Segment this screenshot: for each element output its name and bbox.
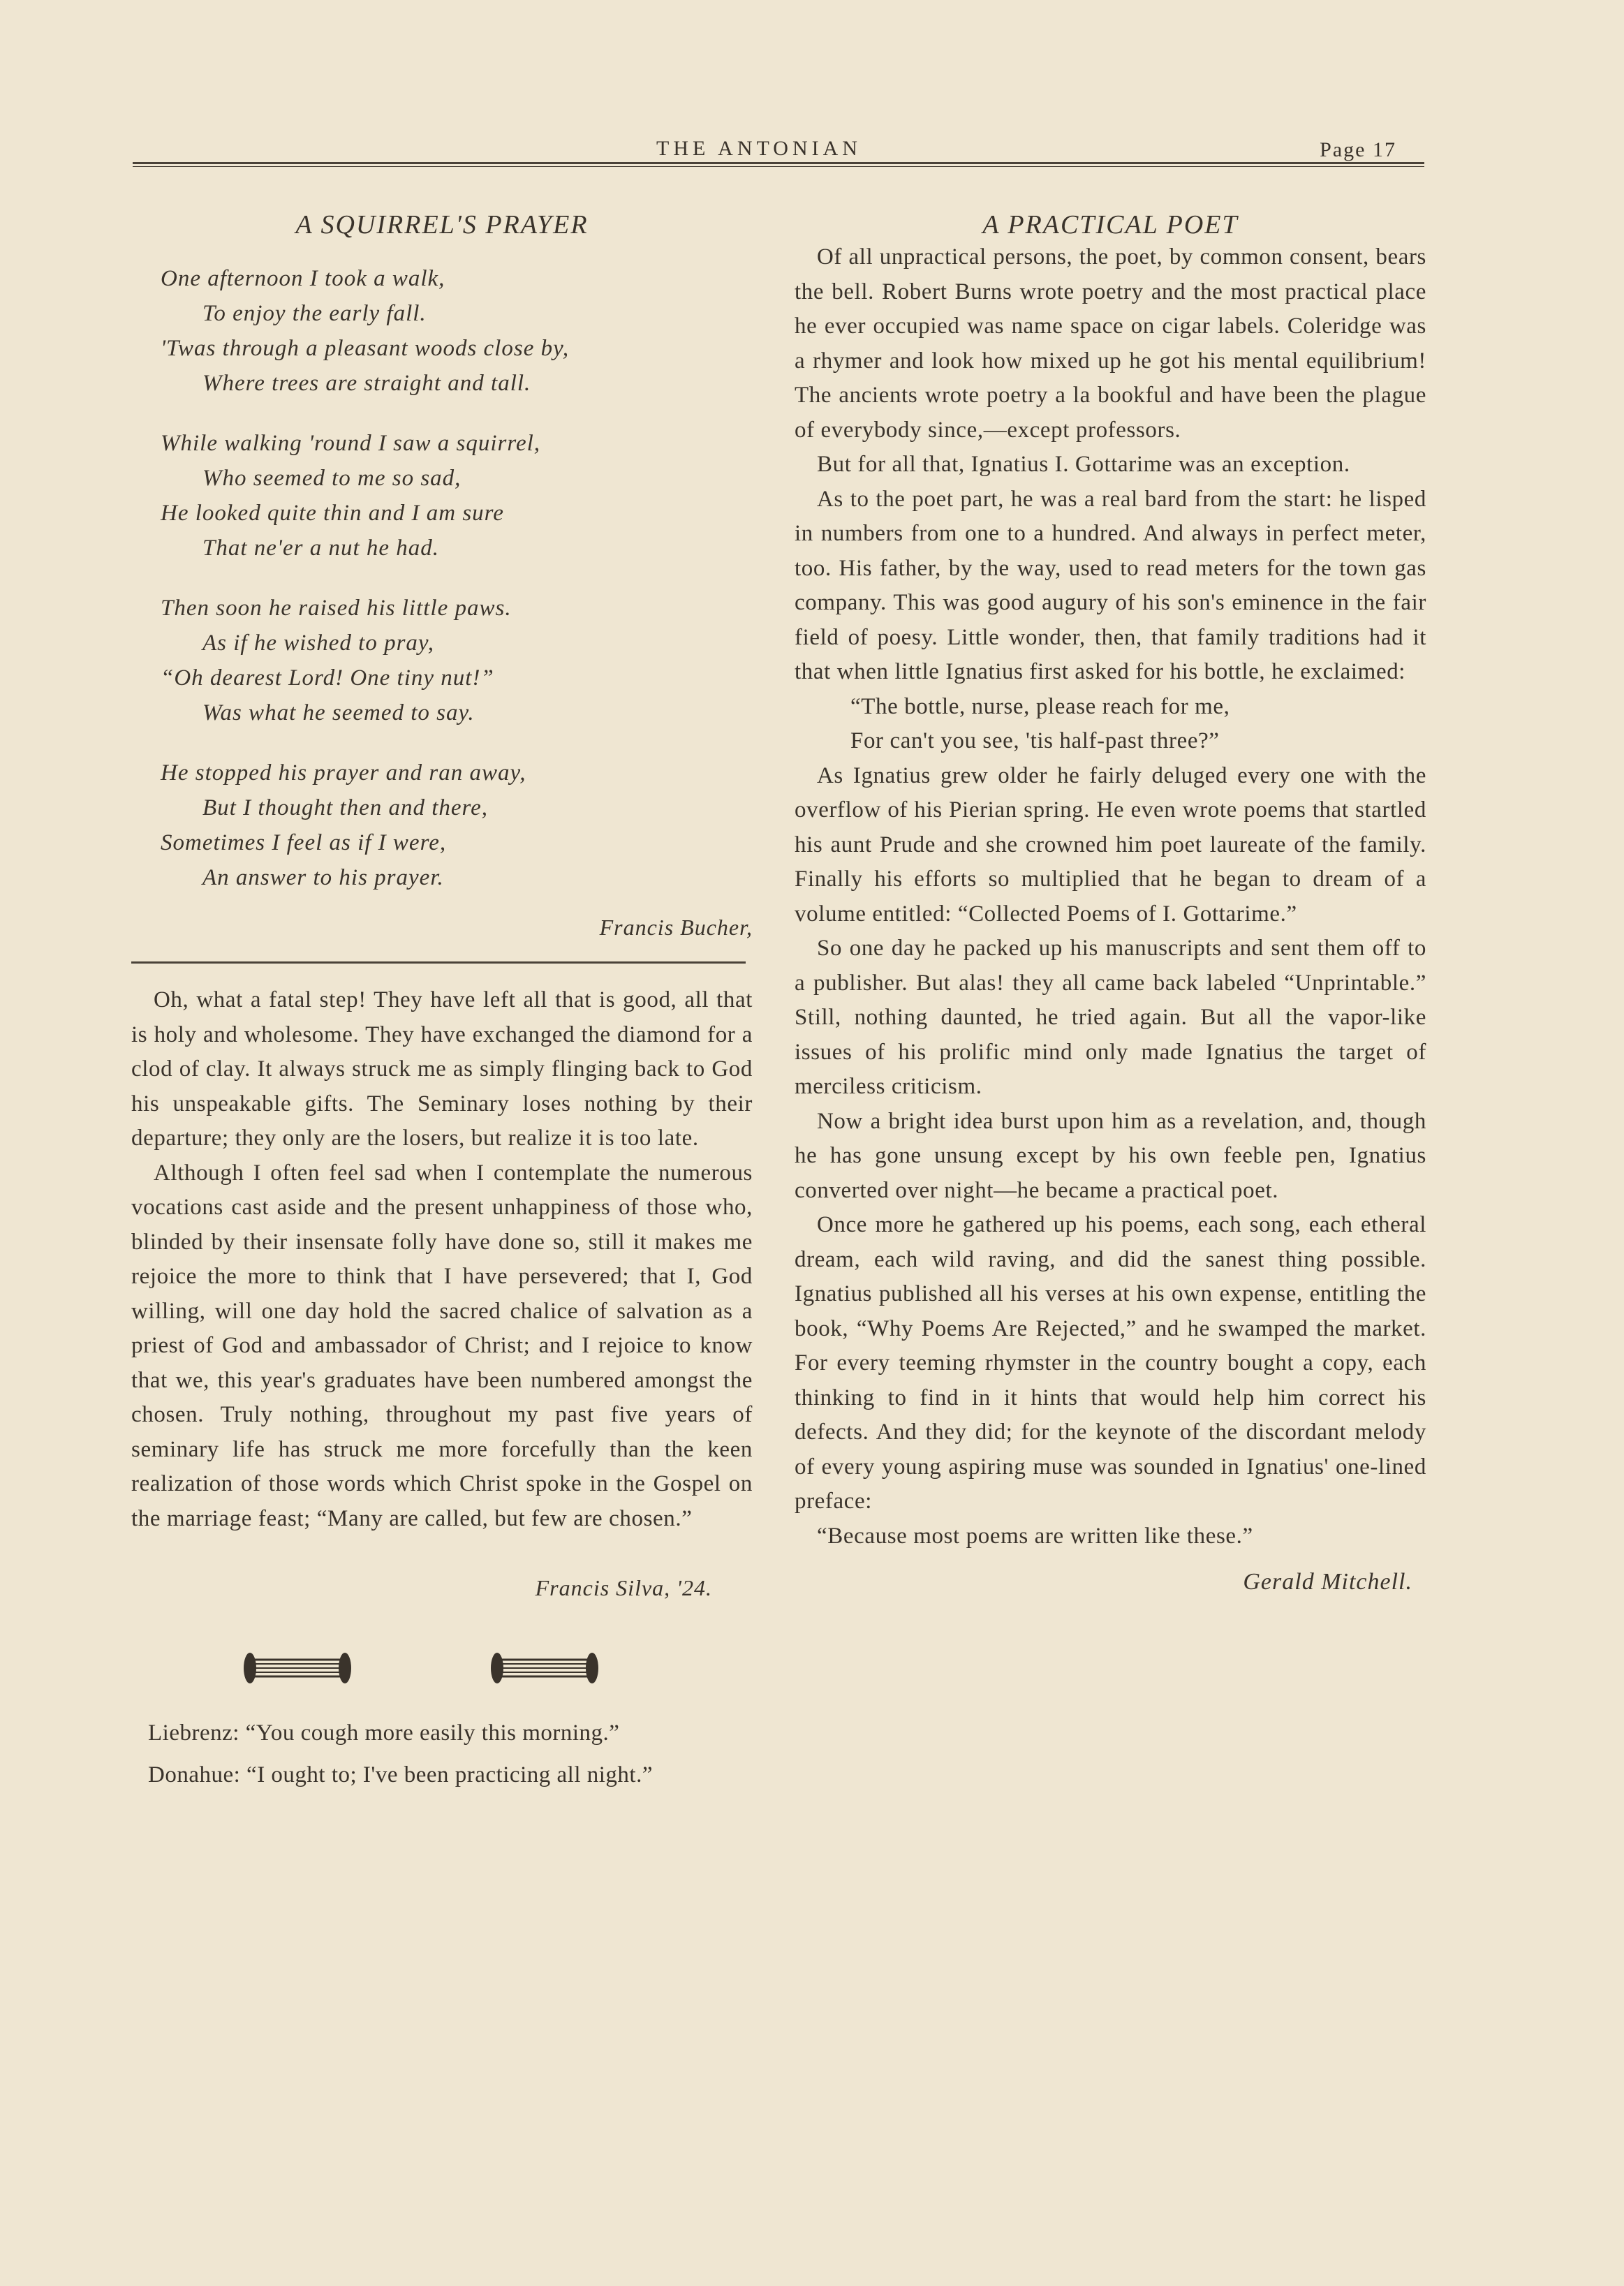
article-paragraph: As to the poet part, he was a real bard from the start: he lisped in numbers from one to a hundred. And always in perfect meter, too. His father, by the way, used to read meters for the town gas company. This was good augury of his son's eminence in the fair field of poesy. Little wonder, then, that family traditions had it that when little Ignatius first asked for his bottle, he exclaimed: [795, 486, 1426, 684]
left-column [131, 209, 753, 1792]
poem [131, 261, 753, 895]
article-paragraph: Of all unpractical persons, the poet, by common consent, bears the bell. Robert Burns wrote poetry and the most practical place he ever occupied was name space on cigar labels. Coleridge was a rhymer and look how mixed up he got his mental equilibrium! The ancients wrote poetry a la bookful and have been the plague of everybody since,—except professors. [795, 244, 1426, 443]
poem-line: To enjoy the early fall. [202, 301, 427, 326]
stanza [161, 591, 753, 730]
poem-line: Sometimes I feel as if I were, [161, 830, 447, 855]
poem-line: He looked quite thin and I am sure [161, 501, 504, 526]
section-divider [131, 961, 746, 964]
poem-line: Where trees are straight and tall. [202, 371, 531, 396]
article-paragraph: “Because most poems are written like these.” [817, 1523, 1253, 1549]
poem-line: He stopped his prayer and ran away, [161, 760, 526, 786]
article-paragraph: As Ignatius grew older he fairly deluged every one with the overflow of his Pierian spring. He even wrote poems that startled his aunt Prude and she crowned him poet laureate of the family. Finally his efforts so multiplied that he began to dream of a volume entitled: “Collected Poems of I. Gottarime.” [795, 762, 1426, 927]
scroll-ornament-icon [489, 1649, 600, 1688]
poem-line: One afternoon I took a walk, [161, 266, 445, 291]
dialog-line: Donahue: “I ought to; I've been practicing all night.” [148, 1762, 653, 1787]
poem-line: An answer to his prayer. [202, 865, 444, 890]
masthead [133, 137, 1424, 179]
article-title: A PRACTICAL POET [982, 210, 1239, 239]
publication-title: THE ANTONIAN [656, 137, 862, 160]
header-rule [133, 162, 1424, 167]
stanza [161, 426, 753, 566]
poem-line: Then soon he raised his little paws. [161, 596, 512, 621]
poem-line: That ne'er a nut he had. [202, 536, 440, 561]
essay-paragraph: Oh, what a fatal step! They have left all that is good, all that is holy and wholesome. They have exchanged the diamond for a clod of clay. It always struck me as simply flinging back to God his unspeakable gifts. The Seminary loses nothing by their departure; they only are the losers, but realize it is too late. [131, 987, 753, 1151]
poem-line: As if he wished to pray, [202, 631, 434, 656]
quote-line: For can't you see, 'tis half-past three?” [850, 728, 1220, 753]
stanza [161, 755, 753, 895]
stanza [161, 261, 753, 401]
poem-title: A SQUIRREL'S PRAYER [295, 210, 589, 239]
article-author: Gerald Mitchell. [1243, 1569, 1412, 1595]
article-body [795, 240, 1426, 1554]
ornament-row [131, 1649, 753, 1690]
poem-line: While walking 'round I saw a squirrel, [161, 431, 541, 456]
essay-author: Francis Silva, '24. [535, 1575, 712, 1600]
poem-line: But I thought then and there, [202, 795, 489, 820]
page-number: Page 17 [1320, 138, 1396, 161]
essay [131, 983, 753, 1536]
article-paragraph: So one day he packed up his manuscripts and sent them off to a publisher. But alas! they all came back labeled “Unprintable.” Still, nothing daunted, he tried again. But all the vapor-like issues of his prolific mind only made Ignatius the target of merciless criticism. [795, 936, 1426, 1099]
essay-paragraph: Although I often feel sad when I contemplate the numerous vocations cast aside and the present unhappiness of those who, blinded by their insensate folly have done so, still it makes me rejoice the more to think that I have persevered; that I, God willing, will one day hold the sacred chalice of salvation as a priest of God and ambassador of Christ; and I rejoice to know that we, this year's graduates have been numbered amongst the chosen. Truly nothing, throughout my past five years of seminary life has struck me more forcefully than the keen realization of those words which Christ spoke in the Gospel on the marriage feast; “Many are called, but few are chosen.” [131, 1160, 753, 1531]
article-paragraph: Now a bright idea burst upon him as a revelation, and, though he has gone unsung except by his own feeble pen, Ignatius converted over night—he became a practical poet. [795, 1108, 1426, 1203]
right-column [795, 209, 1426, 1595]
dialog-line: Liebrenz: “You cough more easily this morning.” [148, 1720, 620, 1746]
scroll-ornament-icon [242, 1649, 353, 1688]
poem-line: “Oh dearest Lord! One tiny nut!” [161, 665, 494, 691]
poem-line: Who seemed to me so sad, [202, 466, 462, 491]
quote-line: “The bottle, nurse, please reach for me, [850, 693, 1230, 719]
poem-line: Was what he seemed to say. [202, 700, 475, 725]
poem-line: 'Twas through a pleasant woods close by, [161, 336, 570, 361]
article-paragraph: Once more he gathered up his poems, each song, each etheral dream, each wild raving, and did the sanest thing possible. Ignatius published all his verses at his own expense, entitling the book, “Why Poems Are Rejected,” and he swamped the market. For every teeming rhymster in the country bought a copy, each thinking to find in it hints that would help him correct his defects. And they did; for the keynote of the discordant melody of every young aspiring muse was sounded in Ignatius' one-lined preface: [795, 1212, 1426, 1514]
dialog [131, 1716, 753, 1792]
poem-author: Francis Bucher, [599, 915, 753, 940]
article-paragraph: But for all that, Ignatius I. Gottarime was an exception. [817, 452, 1350, 477]
